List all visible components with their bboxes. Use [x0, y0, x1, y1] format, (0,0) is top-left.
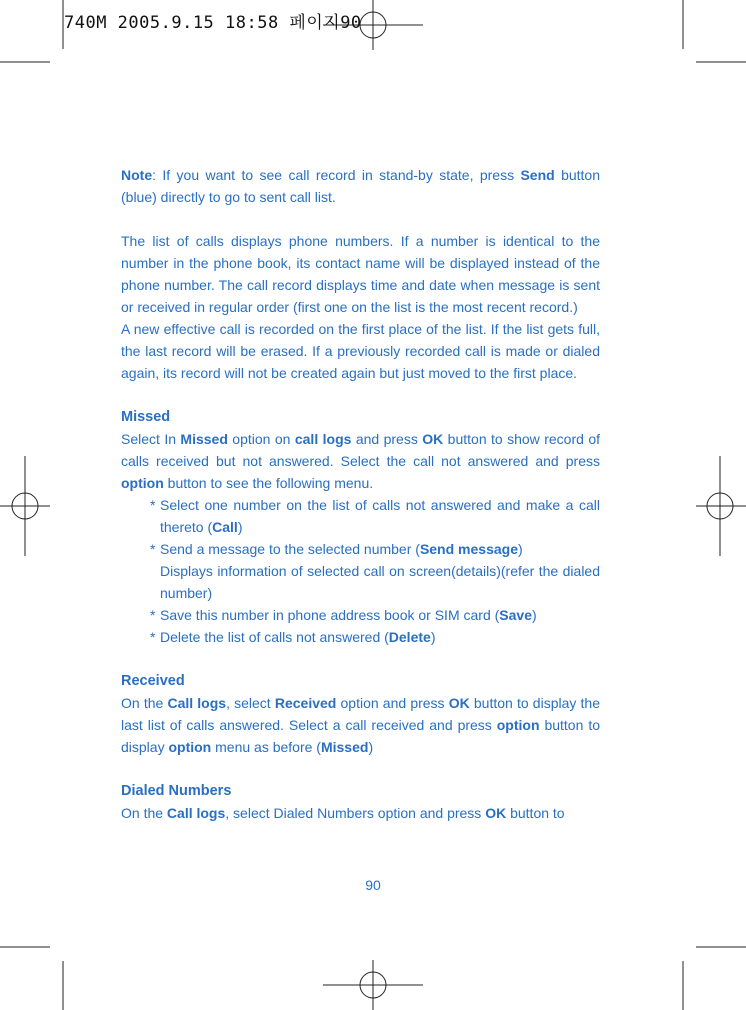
section-heading-dialed: Dialed Numbers [121, 783, 232, 799]
list-item: * Delete the list of calls not answered (Delete) [150, 629, 436, 645]
note-label: Note [121, 167, 153, 183]
dialed-paragraph: On the Call logs, select Dialed Numbers option and press OK button to [121, 805, 565, 821]
received-paragraph: On the Call logs, select Received option and press OK button to display the last list of calls answered. Select a call received and press option button to display option menu as before (Missed) [121, 695, 600, 755]
list-item: * Send a message to the selected number (Send message) Displays information of selected call on screen(details)(refer the dialed number) [150, 541, 600, 601]
section-heading-received: Received [121, 673, 185, 689]
intro-paragraph: The list of calls displays phone numbers. If a number is identical to the number in the phone book, its contact name will be displayed instead of the phone number. The call record displays time and date when message is sent or received in regular order (first one on the list is the most recent record.) [121, 233, 600, 315]
page-content [121, 164, 600, 824]
list-item: * Select one number on the list of calls not answered and make a call thereto (Call) [150, 497, 600, 535]
note-paragraph: Note: If you want to see call record in stand-by state, press Send button (blue) directly to go to sent call list. [121, 167, 600, 205]
print-header: 740M 2005.9.15 18:58 페이지90 [64, 13, 362, 33]
list-item: * Save this number in phone address book or SIM card (Save) [150, 607, 537, 623]
missed-paragraph: Select In Missed option on call logs and press OK button to show record of calls received but not answered. Select the call not answered and press option button to see the following menu. [121, 431, 600, 491]
missed-options-list [121, 494, 600, 648]
page-number: 90 [365, 877, 381, 893]
section-heading-missed: Missed [121, 409, 171, 425]
intro-paragraph-2: A new effective call is recorded on the first place of the list. If the list gets full, the last record will be erased. If a previously recorded call is made or dialed again, its record will not be created again but just moved to the first place. [121, 321, 600, 381]
